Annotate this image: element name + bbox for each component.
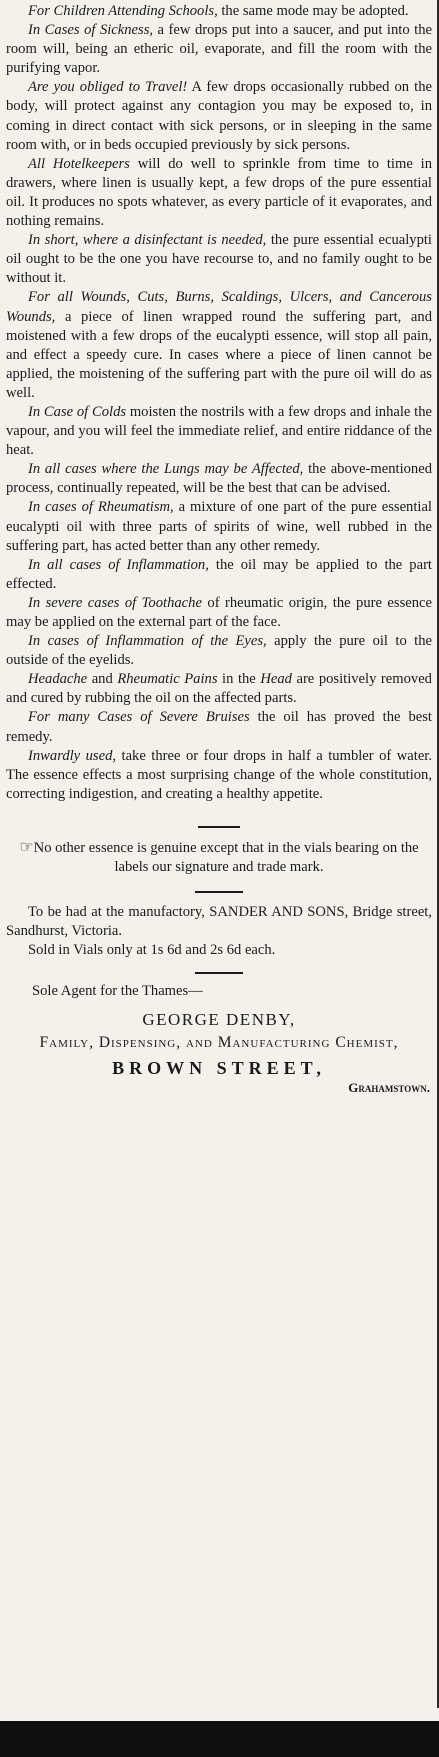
body-text: a few drops put into a saucer, and put into the room will, being an etheric oil, evaporate, and fill the room with the purifying vapor. — [6, 22, 432, 77]
body-text: the same mode may be adopted. — [217, 3, 409, 19]
body-text: the oil may be applied to the part effected. — [6, 556, 432, 592]
lead-text: In cases of Inflammation of the Eyes, — [28, 633, 267, 650]
paragraph-rheumatism — [6, 498, 432, 555]
agent-name: GEORGE DENBY, — [142, 1009, 296, 1029]
lead-text: In Cases of Sickness, — [28, 22, 154, 39]
lead-text: For many Cases of Severe Bruises — [28, 709, 250, 726]
paragraph-inflammation — [6, 556, 432, 594]
paragraph-schools — [6, 2, 432, 21]
lead-text: For Children Attending Schools, — [28, 3, 218, 19]
connector-text: and — [87, 671, 118, 688]
paragraph-hotelkeepers — [6, 155, 432, 231]
genuine-notice — [6, 838, 432, 877]
paragraph-inwardly — [6, 747, 432, 804]
notice-text: No other essence is genuine except that in the vials bearing on the labels our signature and trade mark. — [33, 839, 419, 876]
agent-title: Family, Dispensing, and Manufacturing Chemist, — [39, 1033, 399, 1051]
connector-text: in the — [217, 671, 261, 688]
body-text: of rheumatic origin, the pure essence may be applied on the external part of the face. — [6, 594, 432, 630]
body-text: apply the pure oil to the outside of the eyelids. — [6, 633, 432, 669]
body-text: the above-mentioned process, continually repeated, will be the best that can be advised. — [6, 461, 433, 497]
manufactory-line: To be had at the manufactory, SANDER AND SONS, Bridge street, Sandhurst, Victoria. — [6, 904, 432, 940]
paragraph-lungs — [6, 460, 432, 498]
sole-agent-line: Sole Agent for the Thames— — [32, 983, 203, 1000]
lead-text: In all cases where the Lungs may be Affected, — [28, 461, 304, 478]
lead-text: Headache — [28, 671, 88, 688]
lead-text: For all Wounds, Cuts, Burns, Scaldings, Ulcers, and Cancerous Wounds, — [6, 289, 432, 325]
paragraph-headache — [6, 670, 432, 708]
body-text: take three or four drops in half a tumbler of water. The essence effects a most surprising change of the whole constitution, correcting indigestion, and creating a healthy appetite. — [6, 747, 433, 802]
lead-text: Rheumatic Pains — [117, 671, 218, 688]
paragraph-toothache — [6, 594, 432, 632]
agent-town: Grahamstown. — [348, 1079, 430, 1095]
lead-text: Head — [260, 671, 292, 688]
divider — [198, 826, 240, 828]
paragraph-eyes — [6, 632, 432, 670]
lead-text: All Hotelkeepers — [28, 155, 130, 172]
divider — [195, 972, 243, 974]
agent-street: BROWN STREET, — [112, 1057, 326, 1078]
advertisement-column — [6, 2, 432, 1097]
paragraph-colds — [6, 403, 432, 460]
lead-text: Are you obliged to Travel! — [28, 79, 188, 96]
lead-text: Inwardly used, — [28, 747, 117, 764]
body-text: the pure essential ecualypti oil ought to be the one you have recourse to, and no family ought to be without it. — [6, 232, 432, 287]
body-text: will do well to sprinkle from time to time in drawers, where linen is usually kept, a few drops of the pure essential oil. It produces no spots whatever, as every particle of it evaporates, and nothing remains. — [6, 155, 432, 230]
body-text: A few drops occasionally rubbed on the body, will protect against any contagion you may be exposed to, in coming in direct contact with sick persons, or in sleeping in the same room with, or in beds occupied previously by sick persons. — [6, 79, 432, 153]
body-text: moisten the nostrils with a few drops and inhale the vapour, and you will feel the immediate relief, and entire riddance of the heat. — [6, 403, 433, 459]
pointing-hand-icon: ☞ — [19, 838, 34, 856]
body-text: the oil has proved the best remedy. — [6, 709, 432, 745]
body-text: a piece of linen wrapped round the suffering part, and moistened with a few drops of the eucalypti essence, will stop all pain, and effect a speedy cure. In cases where a piece of linen cannot be applied, the moistening of the suffering part with the pure oil will do as well. — [6, 308, 432, 401]
divider — [195, 891, 243, 893]
body-text: a mixture of one part of the pure essential eucalypti oil with three parts of spirits of wine, well rubbed in the suffering part, has acted better than any other remedy. — [6, 499, 432, 554]
lead-text: In short, where a disinfectant is needed, — [28, 232, 267, 249]
price-line: Sold in Vials only at 1s 6d and 2s 6d each. — [28, 942, 276, 959]
lead-text: In severe cases of Toothache — [28, 594, 202, 611]
paragraph-bruises — [6, 708, 432, 746]
lead-text: In Case of Colds — [28, 403, 127, 420]
paragraph-travel — [6, 78, 432, 154]
paragraph-sickness — [6, 21, 432, 78]
bottom-scan-border — [0, 1721, 439, 1757]
lead-text: In cases of Rheumatism, — [28, 499, 174, 516]
paragraph-disinfectant — [6, 231, 432, 288]
body-text: are positively removed and cured by rubbing the oil on the affected parts. — [6, 671, 432, 707]
lead-text: In all cases of Inflammation, — [28, 556, 209, 573]
paragraph-wounds — [6, 288, 432, 403]
